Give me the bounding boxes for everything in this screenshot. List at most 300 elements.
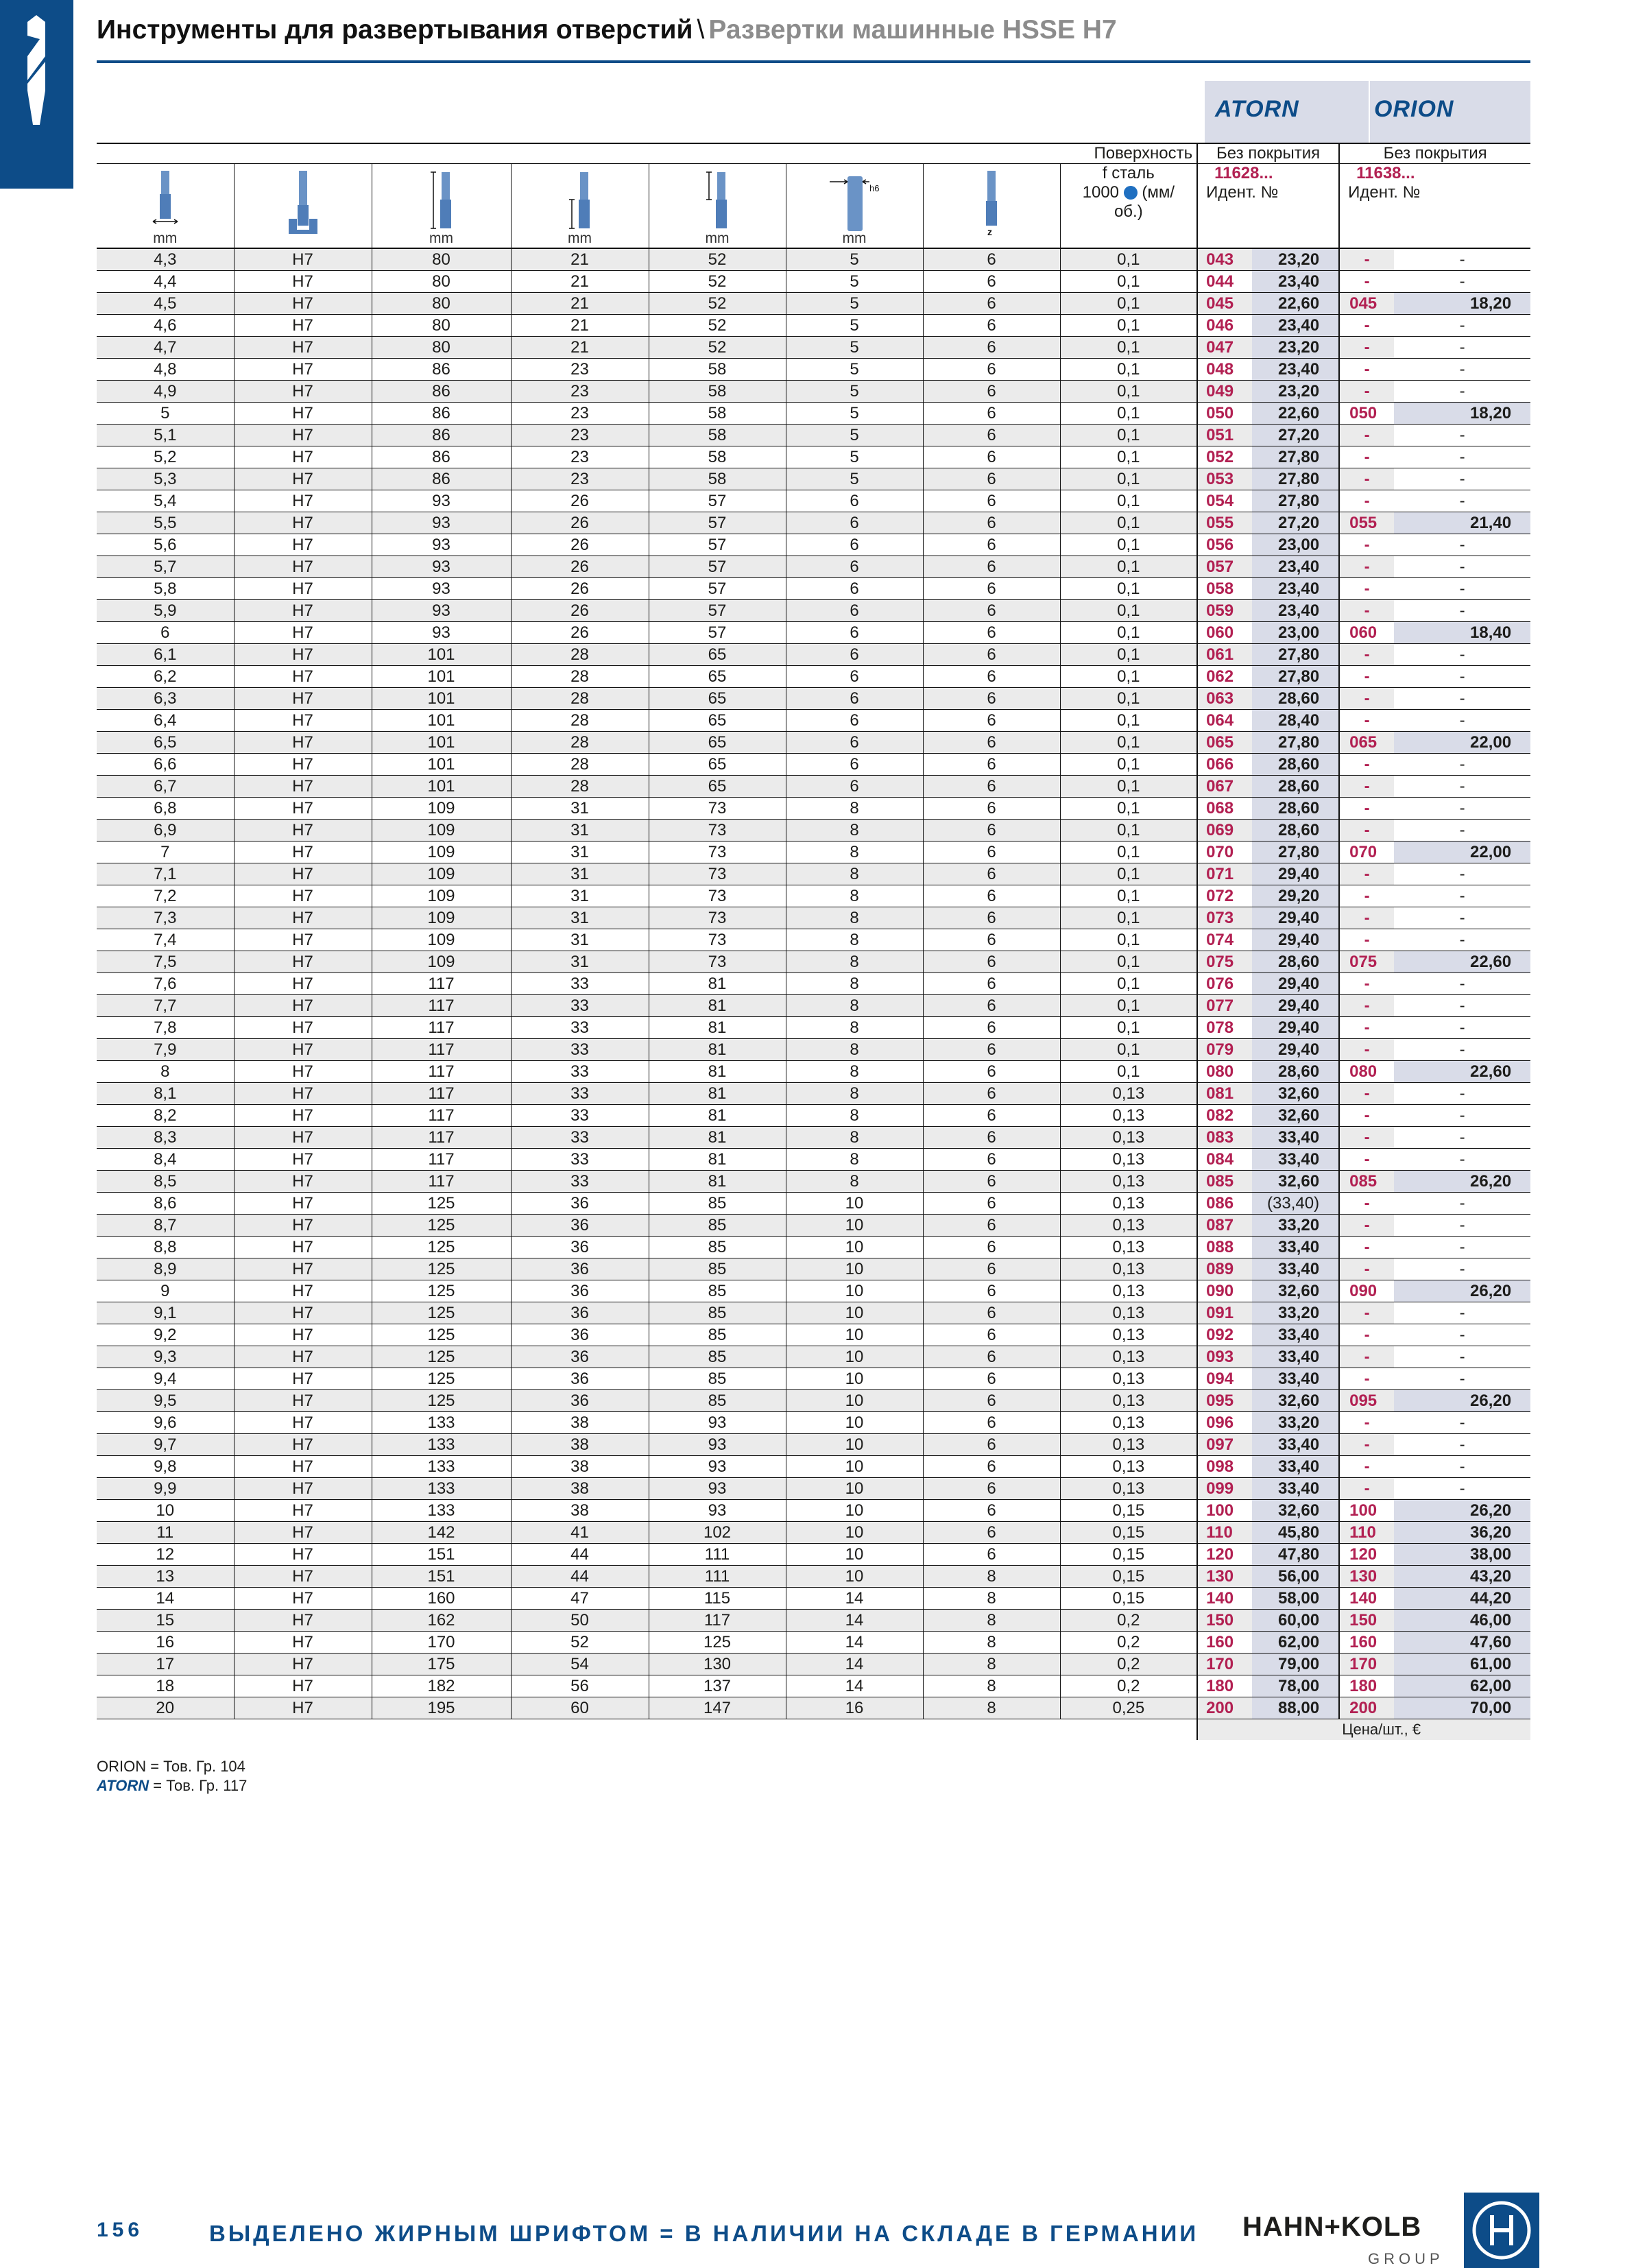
cell-shank-length: 81 xyxy=(649,1149,786,1171)
table-row xyxy=(97,315,1530,337)
table-row xyxy=(97,248,1530,271)
cell-teeth: 6 xyxy=(923,381,1060,403)
cell-shank-diameter: 6 xyxy=(786,732,923,754)
cell-diameter: 18 xyxy=(156,1677,175,1695)
cell-shank-length: 73 xyxy=(649,798,786,820)
cell-atorn-price: 27,80 xyxy=(1252,490,1339,512)
cell-orion-id: 070 xyxy=(1339,841,1394,863)
cell-atorn-price: 27,80 xyxy=(1252,446,1339,468)
cell-diameter: 9,5 xyxy=(97,1390,234,1412)
cell-orion-id: - xyxy=(1339,1434,1394,1456)
cell-orion-id: - xyxy=(1339,1258,1394,1280)
cell-atorn-id: 050 xyxy=(1197,403,1252,425)
cell-atorn-id: 064 xyxy=(1197,710,1252,732)
cell-diameter: 8,3 xyxy=(97,1127,234,1149)
orion-code: 11638... xyxy=(1356,164,1415,182)
cell-teeth: 6 xyxy=(923,1324,1060,1346)
cell-orion-price: 26,20 xyxy=(1394,1280,1530,1302)
cell-atorn-id: 120 xyxy=(1197,1544,1252,1566)
cell-atorn-price: 23,00 xyxy=(1252,622,1339,644)
cell-diameter: 9,2 xyxy=(154,1326,177,1344)
cell-atorn-id: 056 xyxy=(1197,534,1252,556)
cell-orion-id: 100 xyxy=(1339,1500,1394,1522)
cell-shank-length: 52 xyxy=(649,337,786,359)
cell-shank-diameter: 8 xyxy=(786,1171,923,1193)
cell-atorn-price: 32,60 xyxy=(1252,1390,1339,1412)
cell-atorn-price: 27,80 xyxy=(1252,732,1339,754)
cell-atorn-price: 28,60 xyxy=(1252,798,1339,820)
cell-atorn-id: 170 xyxy=(1197,1654,1252,1675)
cell-feed: 0,1 xyxy=(1060,468,1197,490)
flute-length-icon xyxy=(566,171,594,230)
cell-total-length: 109 xyxy=(372,798,511,820)
footer-blank xyxy=(97,1719,1197,1741)
table-row xyxy=(97,798,1530,820)
cell-tolerance: H7 xyxy=(234,776,372,798)
cell-feed: 0,15 xyxy=(1060,1544,1197,1566)
cell-diameter: 5,5 xyxy=(97,512,234,534)
cell-atorn-id: 084 xyxy=(1197,1149,1252,1171)
cell-teeth: 6 xyxy=(923,776,1060,798)
cell-orion-id: - xyxy=(1339,315,1394,337)
cell-tolerance: H7 xyxy=(234,1697,372,1719)
cell-atorn-price: 27,80 xyxy=(1252,468,1339,490)
cell-diameter: 9,7 xyxy=(97,1434,234,1456)
cell-flute-length: 26 xyxy=(511,556,649,578)
cell-orion-id: - xyxy=(1339,271,1394,293)
cell-shank-length: 111 xyxy=(649,1566,786,1588)
cell-total-length: 80 xyxy=(372,315,511,337)
cell-diameter: 4,6 xyxy=(154,316,177,335)
legend-atorn xyxy=(97,1776,247,1795)
cell-feed: 0,1 xyxy=(1060,490,1197,512)
cell-atorn-price: 29,40 xyxy=(1252,907,1339,929)
cell-shank-length: 81 xyxy=(649,1039,786,1061)
cell-total-length: 125 xyxy=(372,1302,511,1324)
cell-flute-length: 21 xyxy=(511,293,649,315)
cell-orion-id: - xyxy=(1339,666,1394,688)
cell-shank-diameter: 8 xyxy=(786,1105,923,1127)
cell-atorn-id: 094 xyxy=(1197,1368,1252,1390)
cell-shank-diameter: 16 xyxy=(786,1697,923,1719)
cell-shank-diameter: 5 xyxy=(786,425,923,446)
cell-tolerance: H7 xyxy=(234,1675,372,1697)
orion-surface: Без покрытия xyxy=(1339,143,1530,164)
cell-feed: 0,13 xyxy=(1060,1280,1197,1302)
teeth-icon xyxy=(978,171,1005,237)
cell-shank-length: 73 xyxy=(649,841,786,863)
cell-teeth: 6 xyxy=(923,1083,1060,1105)
feed-line4: об.) xyxy=(1114,202,1143,221)
table-row xyxy=(97,425,1530,446)
col-teeth xyxy=(923,164,1060,249)
cell-shank-length: 130 xyxy=(649,1654,786,1675)
cell-tolerance: H7 xyxy=(234,1039,372,1061)
cell-atorn-price: 33,40 xyxy=(1252,1368,1339,1390)
cell-shank-diameter: 8 xyxy=(786,1083,923,1105)
cell-shank-length: 57 xyxy=(649,578,786,600)
cell-flute-length: 38 xyxy=(511,1434,649,1456)
cell-orion-id: - xyxy=(1339,600,1394,622)
stock-note: ВЫДЕЛЕНО ЖИРНЫМ ШРИФТОМ = В НАЛИЧИИ НА СКЛАДЕ В ГЕРМАНИИ xyxy=(209,2221,1199,2246)
cell-atorn-id: 069 xyxy=(1197,820,1252,841)
cell-total-length: 125 xyxy=(372,1346,511,1368)
cell-diameter: 4,3 xyxy=(97,248,234,271)
cell-atorn-price: 60,00 xyxy=(1252,1610,1339,1632)
cell-shank-length: 93 xyxy=(649,1456,786,1478)
cell-orion-price: - xyxy=(1394,776,1530,798)
cell-flute-length: 36 xyxy=(511,1258,649,1280)
cell-shank-diameter: 10 xyxy=(786,1434,923,1456)
cell-tolerance: H7 xyxy=(234,425,372,446)
cell-atorn-id: 090 xyxy=(1197,1280,1252,1302)
table-row xyxy=(97,1390,1530,1412)
cell-orion-id: - xyxy=(1339,1412,1394,1434)
cell-orion-id: - xyxy=(1339,710,1394,732)
cell-teeth: 6 xyxy=(923,1368,1060,1390)
cell-shank-length: 58 xyxy=(649,446,786,468)
cell-teeth: 6 xyxy=(923,490,1060,512)
cell-diameter: 6,4 xyxy=(154,711,177,730)
cell-teeth: 6 xyxy=(923,578,1060,600)
cell-orion-price: - xyxy=(1394,248,1530,271)
cell-atorn-price: 28,60 xyxy=(1252,754,1339,776)
cell-tolerance: H7 xyxy=(234,644,372,666)
cell-atorn-id: 062 xyxy=(1197,666,1252,688)
cell-atorn-id: 140 xyxy=(1197,1588,1252,1610)
cell-shank-diameter: 14 xyxy=(786,1675,923,1697)
cell-atorn-price: 28,40 xyxy=(1252,710,1339,732)
cell-shank-diameter: 10 xyxy=(786,1302,923,1324)
cell-shank-length: 73 xyxy=(649,907,786,929)
cell-total-length: 133 xyxy=(372,1478,511,1500)
legend-atorn-brand: ATORN xyxy=(97,1777,149,1794)
table-row xyxy=(97,468,1530,490)
cell-shank-length: 65 xyxy=(649,754,786,776)
cell-shank-diameter: 10 xyxy=(786,1522,923,1544)
cell-total-length: 125 xyxy=(372,1390,511,1412)
cell-orion-id: - xyxy=(1339,1324,1394,1346)
cell-orion-id: - xyxy=(1339,446,1394,468)
cell-feed: 0,13 xyxy=(1060,1127,1197,1149)
cell-flute-length: 21 xyxy=(511,315,649,337)
cell-atorn-id: 052 xyxy=(1197,446,1252,468)
table-row xyxy=(97,1346,1530,1368)
cell-orion-id: - xyxy=(1339,929,1394,951)
cell-teeth: 6 xyxy=(923,1039,1060,1061)
col-shank-length xyxy=(649,164,786,249)
cell-teeth: 6 xyxy=(923,1171,1060,1193)
cell-flute-length: 36 xyxy=(511,1215,649,1237)
cell-feed: 0,15 xyxy=(1060,1500,1197,1522)
table-row xyxy=(97,1149,1530,1171)
cell-total-length: 175 xyxy=(372,1654,511,1675)
cell-diameter: 7,3 xyxy=(97,907,234,929)
cell-atorn-id: 099 xyxy=(1197,1478,1252,1500)
cell-shank-diameter: 8 xyxy=(786,1127,923,1149)
cell-tolerance: H7 xyxy=(234,512,372,534)
cell-diameter: 7,2 xyxy=(154,887,177,905)
table-row xyxy=(97,600,1530,622)
cell-feed: 0,25 xyxy=(1060,1697,1197,1719)
table-row xyxy=(97,1280,1530,1302)
cell-shank-diameter: 10 xyxy=(786,1390,923,1412)
table-row xyxy=(97,512,1530,534)
cell-total-length: 93 xyxy=(372,622,511,644)
cell-orion-price: - xyxy=(1394,863,1530,885)
cell-diameter: 8,9 xyxy=(97,1258,234,1280)
cell-atorn-price: 29,20 xyxy=(1252,885,1339,907)
cell-diameter: 5,7 xyxy=(97,556,234,578)
cell-shank-diameter: 8 xyxy=(786,929,923,951)
cell-feed: 0,1 xyxy=(1060,293,1197,315)
cell-total-length: 160 xyxy=(372,1588,511,1610)
cell-total-length: 101 xyxy=(372,710,511,732)
cell-orion-price: - xyxy=(1394,885,1530,907)
cell-flute-length: 36 xyxy=(511,1237,649,1258)
cell-flute-length: 26 xyxy=(511,622,649,644)
table-row xyxy=(97,1237,1530,1258)
cell-orion-price: - xyxy=(1394,1127,1530,1149)
cell-shank-diameter: 5 xyxy=(786,271,923,293)
cell-feed: 0,1 xyxy=(1060,578,1197,600)
cell-shank-length: 81 xyxy=(649,973,786,995)
product-table xyxy=(97,143,1530,1740)
cell-shank-diameter: 5 xyxy=(786,446,923,468)
cell-shank-diameter: 14 xyxy=(786,1632,923,1654)
cell-feed: 0,13 xyxy=(1060,1368,1197,1390)
cell-orion-id: - xyxy=(1339,907,1394,929)
cell-feed: 0,1 xyxy=(1060,425,1197,446)
cell-shank-diameter: 6 xyxy=(786,688,923,710)
cell-orion-id: - xyxy=(1339,490,1394,512)
cell-feed: 0,1 xyxy=(1060,512,1197,534)
cell-diameter: 4,8 xyxy=(154,360,177,379)
cell-atorn-id: 067 xyxy=(1197,776,1252,798)
cell-atorn-price: 23,20 xyxy=(1252,381,1339,403)
cell-flute-length: 28 xyxy=(511,776,649,798)
cell-tolerance: H7 xyxy=(234,1127,372,1149)
cell-feed: 0,1 xyxy=(1060,1061,1197,1083)
table-row xyxy=(97,951,1530,973)
cell-shank-length: 115 xyxy=(649,1588,786,1610)
cell-atorn-id: 053 xyxy=(1197,468,1252,490)
brand-divider xyxy=(1369,81,1370,143)
cell-total-length: 125 xyxy=(372,1215,511,1237)
cell-orion-id: - xyxy=(1339,995,1394,1017)
cell-orion-price: 26,20 xyxy=(1394,1390,1530,1412)
cell-atorn-id: 068 xyxy=(1197,798,1252,820)
cell-orion-price: - xyxy=(1394,973,1530,995)
circle-icon xyxy=(1124,186,1138,200)
table-row xyxy=(97,446,1530,468)
cell-shank-diameter: 8 xyxy=(786,995,923,1017)
cell-teeth: 8 xyxy=(923,1697,1060,1719)
cell-feed: 0,13 xyxy=(1060,1149,1197,1171)
cell-diameter: 9,4 xyxy=(154,1370,177,1388)
cell-teeth: 6 xyxy=(923,1434,1060,1456)
cell-shank-length: 85 xyxy=(649,1390,786,1412)
table-row xyxy=(97,1215,1530,1237)
cell-diameter: 7,9 xyxy=(97,1039,234,1061)
cell-total-length: 86 xyxy=(372,403,511,425)
cell-feed: 0,13 xyxy=(1060,1193,1197,1215)
cell-orion-price: 26,20 xyxy=(1394,1500,1530,1522)
cell-atorn-price: 45,80 xyxy=(1252,1522,1339,1544)
cell-total-length: 162 xyxy=(372,1610,511,1632)
cell-flute-length: 28 xyxy=(511,644,649,666)
cell-total-length: 195 xyxy=(372,1697,511,1719)
cell-atorn-id: 082 xyxy=(1197,1105,1252,1127)
cell-teeth: 6 xyxy=(923,951,1060,973)
cell-flute-length: 36 xyxy=(511,1368,649,1390)
cell-shank-length: 111 xyxy=(649,1544,786,1566)
cell-flute-length: 44 xyxy=(511,1544,649,1566)
table-row xyxy=(97,622,1530,644)
cell-teeth: 6 xyxy=(923,754,1060,776)
cell-tolerance: H7 xyxy=(234,622,372,644)
cell-tolerance: H7 xyxy=(234,1522,372,1544)
cell-flute-length: 33 xyxy=(511,995,649,1017)
cell-diameter: 6 xyxy=(160,623,170,642)
cell-atorn-price: 79,00 xyxy=(1252,1654,1339,1675)
cell-feed: 0,15 xyxy=(1060,1522,1197,1544)
cell-atorn-price: 33,40 xyxy=(1252,1149,1339,1171)
cell-total-length: 125 xyxy=(372,1237,511,1258)
cell-teeth: 6 xyxy=(923,710,1060,732)
table-row xyxy=(97,1105,1530,1127)
cell-teeth: 6 xyxy=(923,1478,1060,1500)
cell-orion-price: - xyxy=(1394,1105,1530,1127)
cell-flute-length: 31 xyxy=(511,951,649,973)
cell-teeth: 6 xyxy=(923,1149,1060,1171)
cell-atorn-id: 046 xyxy=(1197,315,1252,337)
table-row xyxy=(97,1610,1530,1632)
cell-atorn-id: 091 xyxy=(1197,1302,1252,1324)
cell-diameter: 9,1 xyxy=(97,1302,234,1324)
cell-orion-price: 21,40 xyxy=(1394,512,1530,534)
cell-shank-length: 125 xyxy=(649,1632,786,1654)
cell-total-length: 133 xyxy=(372,1500,511,1522)
cell-flute-length: 28 xyxy=(511,666,649,688)
cell-orion-price: - xyxy=(1394,1017,1530,1039)
cell-total-length: 117 xyxy=(372,973,511,995)
cell-orion-id: - xyxy=(1339,688,1394,710)
cell-orion-price: - xyxy=(1394,1149,1530,1171)
header-row-icons xyxy=(97,164,1530,249)
cell-flute-length: 60 xyxy=(511,1697,649,1719)
cell-teeth: 6 xyxy=(923,1258,1060,1280)
cell-flute-length: 52 xyxy=(511,1632,649,1654)
cell-atorn-id: 059 xyxy=(1197,600,1252,622)
table-row xyxy=(97,995,1530,1017)
cell-atorn-price: 33,40 xyxy=(1252,1127,1339,1149)
cell-feed: 0,1 xyxy=(1060,556,1197,578)
cell-tolerance: H7 xyxy=(234,248,372,271)
cell-teeth: 6 xyxy=(923,403,1060,425)
cell-orion-id: - xyxy=(1339,425,1394,446)
cell-feed: 0,1 xyxy=(1060,863,1197,885)
cell-total-length: 101 xyxy=(372,776,511,798)
cell-total-length: 80 xyxy=(372,248,511,271)
cell-atorn-id: 087 xyxy=(1197,1215,1252,1237)
cell-shank-length: 85 xyxy=(649,1324,786,1346)
cell-orion-id: 065 xyxy=(1339,732,1394,754)
cell-flute-length: 33 xyxy=(511,1061,649,1083)
cell-shank-diameter: 5 xyxy=(786,468,923,490)
col-total-length xyxy=(372,164,511,249)
cell-orion-id: - xyxy=(1339,1478,1394,1500)
cell-atorn-id: 074 xyxy=(1197,929,1252,951)
col-atorn xyxy=(1197,164,1339,249)
cell-diameter: 5,1 xyxy=(97,425,234,446)
cell-atorn-price: 27,80 xyxy=(1252,841,1339,863)
cell-flute-length: 33 xyxy=(511,973,649,995)
cell-total-length: 93 xyxy=(372,512,511,534)
table-row xyxy=(97,1478,1530,1500)
cell-diameter: 13 xyxy=(97,1566,234,1588)
cell-tolerance: H7 xyxy=(234,995,372,1017)
cell-diameter: 4,9 xyxy=(97,381,234,403)
cell-orion-id: - xyxy=(1339,578,1394,600)
cell-diameter: 6,9 xyxy=(97,820,234,841)
cell-total-length: 101 xyxy=(372,688,511,710)
cell-orion-id: - xyxy=(1339,1017,1394,1039)
cell-tolerance: H7 xyxy=(234,1302,372,1324)
cell-teeth: 8 xyxy=(923,1632,1060,1654)
cell-shank-length: 52 xyxy=(649,271,786,293)
cell-tolerance: H7 xyxy=(234,1105,372,1127)
cell-orion-price: - xyxy=(1394,929,1530,951)
feed-line1: f сталь xyxy=(1102,164,1155,182)
cell-orion-price: 22,00 xyxy=(1394,732,1530,754)
cell-atorn-price: 56,00 xyxy=(1252,1566,1339,1588)
table-row xyxy=(97,578,1530,600)
cell-atorn-price: 23,40 xyxy=(1252,556,1339,578)
table-row xyxy=(97,1632,1530,1654)
cell-atorn-id: 075 xyxy=(1197,951,1252,973)
cell-shank-length: 57 xyxy=(649,512,786,534)
cell-total-length: 133 xyxy=(372,1456,511,1478)
cell-orion-id: 080 xyxy=(1339,1061,1394,1083)
cell-flute-length: 36 xyxy=(511,1324,649,1346)
cell-shank-length: 57 xyxy=(649,622,786,644)
cell-teeth: 6 xyxy=(923,1412,1060,1434)
cell-shank-length: 57 xyxy=(649,600,786,622)
cell-total-length: 109 xyxy=(372,907,511,929)
cell-tolerance: H7 xyxy=(234,1610,372,1632)
cell-diameter: 15 xyxy=(97,1610,234,1632)
cell-teeth: 8 xyxy=(923,1588,1060,1610)
cell-atorn-price: 32,60 xyxy=(1252,1083,1339,1105)
cell-orion-id: 045 xyxy=(1339,293,1394,315)
cell-teeth: 6 xyxy=(923,248,1060,271)
cell-total-length: 151 xyxy=(372,1566,511,1588)
cell-shank-length: 93 xyxy=(649,1500,786,1522)
cell-total-length: 133 xyxy=(372,1412,511,1434)
cell-atorn-id: 081 xyxy=(1197,1083,1252,1105)
cell-orion-id: 050 xyxy=(1339,403,1394,425)
cell-atorn-id: 060 xyxy=(1197,622,1252,644)
cell-tolerance: H7 xyxy=(234,381,372,403)
cell-shank-length: 85 xyxy=(649,1280,786,1302)
cell-tolerance: H7 xyxy=(234,446,372,468)
cell-tolerance: H7 xyxy=(234,1083,372,1105)
cell-tolerance: H7 xyxy=(234,1258,372,1280)
table-row xyxy=(97,271,1530,293)
cell-diameter: 9,3 xyxy=(97,1346,234,1368)
unit-mm: mm xyxy=(568,230,592,246)
